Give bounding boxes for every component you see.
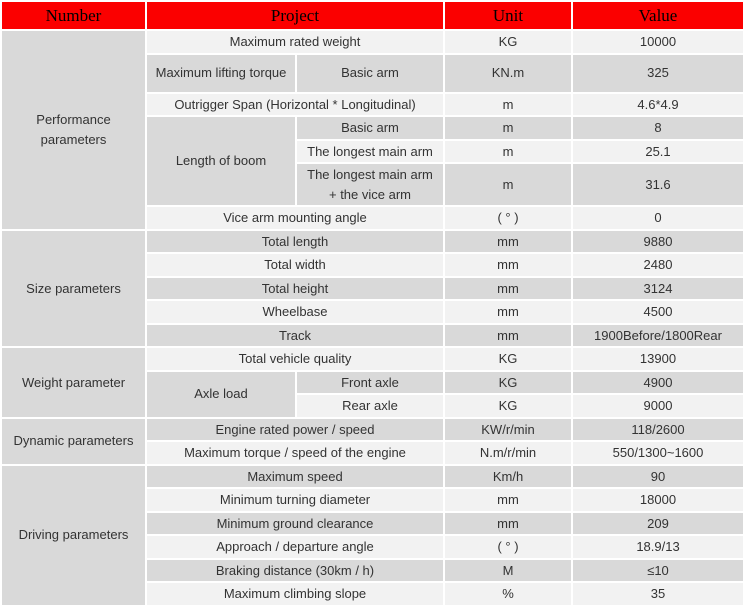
project-cell: Engine rated power / speed <box>146 418 444 442</box>
unit-cell: m <box>444 140 572 164</box>
value-cell: 31.6 <box>572 163 743 206</box>
col-header-value: Value <box>572 1 743 30</box>
value-cell: 4500 <box>572 300 743 324</box>
unit-cell: KW/r/min <box>444 418 572 442</box>
project-cell: Total width <box>146 253 444 277</box>
unit-cell: mm <box>444 253 572 277</box>
value-cell: 25.1 <box>572 140 743 164</box>
group-cell-weight: Weight parameter <box>1 347 146 418</box>
project-label-cell-max-lifting-torque: Maximum lifting torque <box>146 54 296 93</box>
unit-cell: KG <box>444 30 572 54</box>
value-cell: 0 <box>572 206 743 230</box>
project-cell: Total height <box>146 277 444 301</box>
project-cell: Front axle <box>296 371 444 395</box>
unit-cell: KG <box>444 347 572 371</box>
project-cell: Rear axle <box>296 394 444 418</box>
value-cell: 13900 <box>572 347 743 371</box>
value-cell: 18000 <box>572 488 743 512</box>
group-cell-driving: Driving parameters <box>1 465 146 606</box>
value-cell: 8 <box>572 116 743 140</box>
value-cell: 209 <box>572 512 743 536</box>
unit-cell: KN.m <box>444 54 572 93</box>
unit-cell: KG <box>444 394 572 418</box>
value-cell: 325 <box>572 54 743 93</box>
value-cell: 9880 <box>572 230 743 254</box>
unit-cell: mm <box>444 324 572 348</box>
value-cell: ≤10 <box>572 559 743 583</box>
group-cell-dynamic: Dynamic parameters <box>1 418 146 465</box>
col-header-unit: Unit <box>444 1 572 30</box>
unit-cell: ( ° ) <box>444 535 572 559</box>
value-cell: 9000 <box>572 394 743 418</box>
value-cell: 4.6*4.9 <box>572 93 743 117</box>
unit-cell: M <box>444 559 572 583</box>
unit-cell: % <box>444 582 572 606</box>
project-cell: Minimum turning diameter <box>146 488 444 512</box>
project-cell: The longest main arm <box>296 140 444 164</box>
unit-cell: m <box>444 116 572 140</box>
value-cell: 3124 <box>572 277 743 301</box>
unit-cell: mm <box>444 300 572 324</box>
unit-cell: mm <box>444 512 572 536</box>
group-cell-performance: Performance parameters <box>1 30 146 230</box>
group-cell-size: Size parameters <box>1 230 146 348</box>
value-cell: 4900 <box>572 371 743 395</box>
project-cell: Maximum speed <box>146 465 444 489</box>
col-header-project: Project <box>146 1 444 30</box>
project-cell: The longest main arm + the vice arm <box>296 163 444 206</box>
table-row <box>1 418 743 442</box>
project-cell: Minimum ground clearance <box>146 512 444 536</box>
value-cell: 90 <box>572 465 743 489</box>
project-cell: Vice arm mounting angle <box>146 206 444 230</box>
value-cell: 118/2600 <box>572 418 743 442</box>
value-cell: 10000 <box>572 30 743 54</box>
col-header-number: Number <box>1 1 146 30</box>
project-cell: Approach / departure angle <box>146 535 444 559</box>
table-row <box>1 30 743 54</box>
table-row <box>1 347 743 371</box>
project-cell: Wheelbase <box>146 300 444 324</box>
value-cell: 2480 <box>572 253 743 277</box>
project-label-cell-axle-load: Axle load <box>146 371 296 418</box>
project-label-cell-length-of-boom: Length of boom <box>146 116 296 206</box>
project-cell: Basic arm <box>296 54 444 93</box>
table-header-row <box>1 1 743 30</box>
project-cell: Braking distance (30km / h) <box>146 559 444 583</box>
value-cell: 1900Before/1800Rear <box>572 324 743 348</box>
value-cell: 35 <box>572 582 743 606</box>
project-cell: Maximum climbing slope <box>146 582 444 606</box>
unit-cell: mm <box>444 230 572 254</box>
unit-cell: ( ° ) <box>444 206 572 230</box>
project-cell: Maximum rated weight <box>146 30 444 54</box>
project-cell: Outrigger Span (Horizontal * Longitudinal) <box>146 93 444 117</box>
project-cell: Total vehicle quality <box>146 347 444 371</box>
unit-cell: mm <box>444 277 572 301</box>
unit-cell: N.m/r/min <box>444 441 572 465</box>
project-cell: Basic arm <box>296 116 444 140</box>
project-cell: Track <box>146 324 444 348</box>
unit-cell: mm <box>444 488 572 512</box>
unit-cell: KG <box>444 371 572 395</box>
table-row <box>1 230 743 254</box>
project-cell: Maximum torque / speed of the engine <box>146 441 444 465</box>
unit-cell: m <box>444 93 572 117</box>
table-row <box>1 465 743 489</box>
unit-cell: Km/h <box>444 465 572 489</box>
value-cell: 550/1300~1600 <box>572 441 743 465</box>
value-cell: 18.9/13 <box>572 535 743 559</box>
unit-cell: m <box>444 163 572 206</box>
project-cell: Total length <box>146 230 444 254</box>
